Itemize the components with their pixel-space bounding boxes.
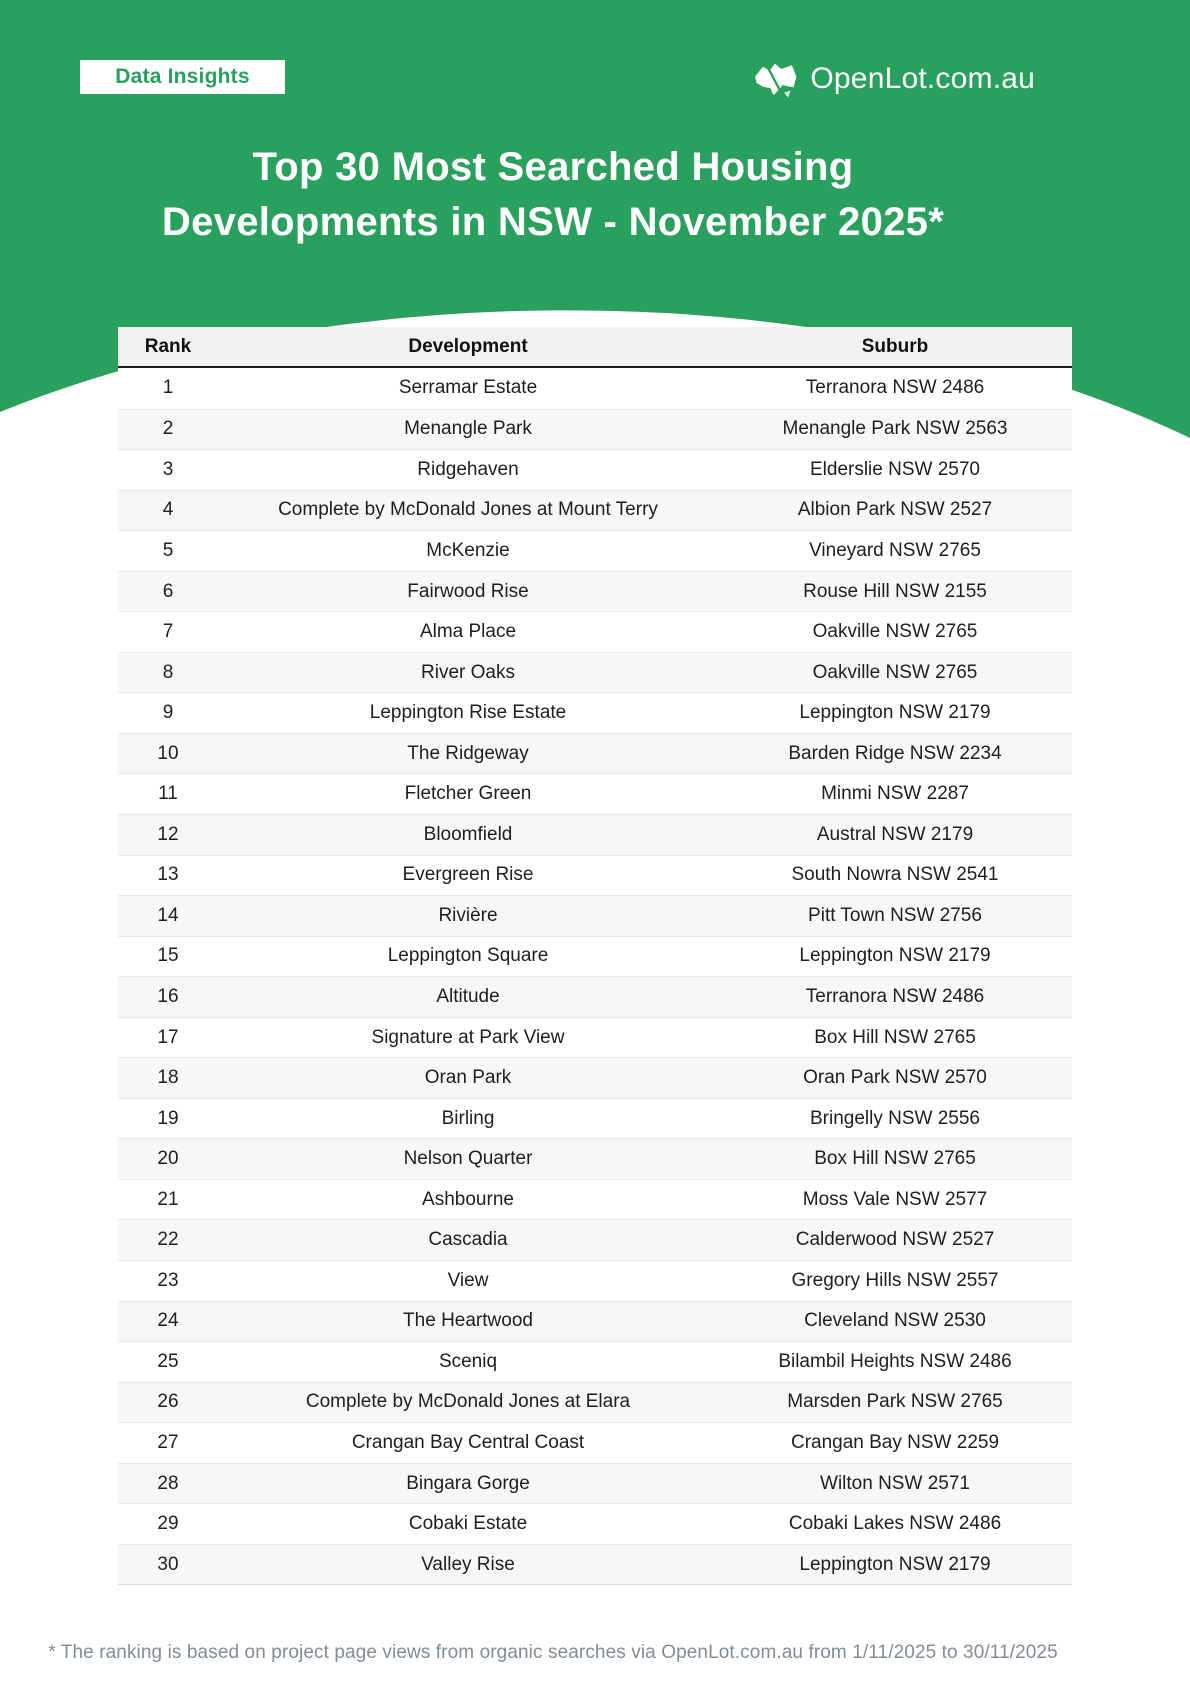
column-header-rank: Rank [144, 335, 192, 357]
suburb-cell: Albion Park NSW 2527 [797, 499, 993, 521]
table-row [118, 1260, 1072, 1301]
development-cell: Ashbourne [422, 1188, 514, 1210]
development-cell: The Ridgeway [407, 742, 529, 764]
suburb-cell: Bilambil Heights NSW 2486 [778, 1350, 1012, 1372]
suburb-cell: South Nowra NSW 2541 [791, 864, 999, 886]
development-cell: Valley Rise [421, 1553, 515, 1575]
table-header-row [118, 327, 1072, 368]
title-line-1: Top 30 Most Searched Housing [252, 145, 854, 189]
development-cell: Crangan Bay Central Coast [351, 1431, 585, 1453]
rank-cell: 10 [157, 742, 179, 764]
rank-cell: 8 [162, 661, 174, 683]
table-row [118, 1341, 1072, 1382]
development-cell: River Oaks [421, 661, 515, 683]
suburb-cell: Crangan Bay NSW 2259 [790, 1431, 1000, 1453]
development-cell: Menangle Park [404, 418, 532, 440]
development-cell: View [447, 1269, 489, 1291]
table-row [118, 1463, 1072, 1504]
development-cell: Serramar Estate [398, 377, 538, 399]
suburb-cell: Oran Park NSW 2570 [803, 1067, 987, 1089]
rank-cell: 20 [157, 1148, 179, 1170]
logo-text: OpenLot.com.au [810, 62, 1035, 95]
rank-cell: 18 [157, 1067, 179, 1089]
table-row [118, 652, 1072, 693]
table-row [118, 571, 1072, 612]
rank-cell: 13 [157, 864, 179, 886]
title-line-2: Developments in NSW - November 2025* [161, 200, 945, 244]
suburb-cell: Vineyard NSW 2765 [809, 539, 981, 561]
development-cell: Nelson Quarter [403, 1148, 533, 1170]
footnote: * The ranking is based on project page views from organic searches via OpenLot.com.au from 1/11/2025 to 30/11/2025 [48, 1642, 1058, 1663]
development-cell: Sceniq [438, 1350, 498, 1372]
suburb-cell: Menangle Park NSW 2563 [782, 418, 1008, 440]
development-cell: Cascadia [428, 1229, 508, 1251]
rank-cell: 9 [162, 702, 174, 724]
rank-cell: 14 [157, 904, 179, 926]
development-cell: Bingara Gorge [406, 1472, 530, 1494]
suburb-cell: Terranora NSW 2486 [805, 985, 985, 1007]
table-row [118, 1301, 1072, 1342]
development-cell: Leppington Square [387, 945, 549, 967]
table-row [118, 1057, 1072, 1098]
development-cell: Evergreen Rise [402, 864, 534, 886]
table-row [118, 368, 1072, 409]
development-cell: Birling [441, 1107, 495, 1129]
rank-cell: 16 [157, 985, 179, 1007]
development-cell: McKenzie [426, 539, 510, 561]
ranking-table [118, 327, 1072, 1585]
rank-cell: 26 [157, 1391, 179, 1413]
openlot-logo[interactable] [752, 56, 1035, 102]
table-row [118, 692, 1072, 733]
development-cell: Complete by McDonald Jones at Mount Terry [278, 499, 658, 521]
column-header-suburb: Suburb [861, 335, 929, 357]
suburb-cell: Oakville NSW 2765 [812, 621, 978, 643]
development-cell: Alma Place [419, 621, 517, 643]
suburb-cell: Austral NSW 2179 [816, 823, 974, 845]
rank-cell: 24 [157, 1310, 179, 1332]
table-body [118, 368, 1072, 1585]
suburb-cell: Minmi NSW 2287 [821, 783, 969, 805]
badge-label: Data Insights [115, 65, 250, 88]
table-row [118, 1219, 1072, 1260]
column-header-development: Development [408, 335, 528, 357]
rank-cell: 12 [157, 823, 179, 845]
table-row [118, 449, 1072, 490]
table-row [118, 895, 1072, 936]
table-row [118, 409, 1072, 450]
suburb-cell: Box Hill NSW 2765 [814, 1148, 976, 1170]
table-row [118, 936, 1072, 977]
rank-cell: 27 [157, 1431, 179, 1453]
table-row [118, 1422, 1072, 1463]
development-cell: Fletcher Green [404, 783, 532, 805]
rank-cell: 3 [162, 458, 174, 480]
development-cell: Ridgehaven [417, 458, 519, 480]
development-cell: Altitude [436, 985, 500, 1007]
table-row [118, 1503, 1072, 1544]
rank-cell: 28 [157, 1472, 179, 1494]
rank-cell: 11 [158, 783, 178, 805]
table-row [118, 814, 1072, 855]
suburb-cell: Cobaki Lakes NSW 2486 [788, 1513, 1002, 1535]
australia-map-icon [752, 58, 798, 100]
table-row [118, 1098, 1072, 1139]
rank-cell: 15 [157, 945, 179, 967]
suburb-cell: Wilton NSW 2571 [820, 1472, 970, 1494]
development-cell: Complete by McDonald Jones at Elara [305, 1391, 631, 1413]
suburb-cell: Pitt Town NSW 2756 [808, 904, 982, 926]
suburb-cell: Elderslie NSW 2570 [809, 458, 981, 480]
development-cell: Signature at Park View [371, 1026, 565, 1048]
table-row [118, 976, 1072, 1017]
rank-cell: 19 [157, 1107, 179, 1129]
rank-cell: 17 [157, 1026, 179, 1048]
table-row [118, 733, 1072, 774]
rank-cell: 30 [157, 1553, 179, 1575]
suburb-cell: Leppington NSW 2179 [799, 702, 991, 724]
table-row [118, 773, 1072, 814]
development-cell: Leppington Rise Estate [369, 702, 567, 724]
table-row [118, 1544, 1072, 1585]
rank-cell: 22 [157, 1229, 179, 1251]
development-cell: Fairwood Rise [407, 580, 529, 602]
rank-cell: 7 [162, 621, 174, 643]
table-row [118, 611, 1072, 652]
suburb-cell: Moss Vale NSW 2577 [802, 1188, 988, 1210]
development-cell: Bloomfield [423, 823, 513, 845]
suburb-cell: Rouse Hill NSW 2155 [803, 580, 987, 602]
table-row [118, 530, 1072, 571]
data-insights-badge [80, 60, 285, 94]
page-title [0, 140, 1106, 250]
table-row [118, 1138, 1072, 1179]
suburb-cell: Leppington NSW 2179 [799, 945, 991, 967]
suburb-cell: Calderwood NSW 2527 [795, 1229, 995, 1251]
development-cell: Oran Park [424, 1067, 512, 1089]
table-row [118, 1382, 1072, 1423]
suburb-cell: Barden Ridge NSW 2234 [788, 742, 1002, 764]
suburb-cell: Cleveland NSW 2530 [804, 1310, 986, 1332]
rank-cell: 4 [162, 499, 174, 521]
table-row [118, 855, 1072, 896]
rank-cell: 29 [157, 1513, 179, 1535]
development-cell: The Heartwood [403, 1310, 533, 1332]
rank-cell: 23 [157, 1269, 179, 1291]
suburb-cell: Bringelly NSW 2556 [809, 1107, 981, 1129]
table-row [118, 490, 1072, 531]
table-row [118, 1179, 1072, 1220]
rank-cell: 21 [157, 1188, 179, 1210]
suburb-cell: Oakville NSW 2765 [812, 661, 978, 683]
rank-cell: 1 [162, 377, 174, 399]
development-cell: Rivière [438, 904, 498, 926]
suburb-cell: Marsden Park NSW 2765 [787, 1391, 1003, 1413]
suburb-cell: Terranora NSW 2486 [805, 377, 985, 399]
suburb-cell: Gregory Hills NSW 2557 [791, 1269, 999, 1291]
table-row [118, 1017, 1072, 1058]
suburb-cell: Leppington NSW 2179 [799, 1553, 991, 1575]
rank-cell: 6 [162, 580, 174, 602]
rank-cell: 5 [162, 539, 174, 561]
rank-cell: 25 [157, 1350, 179, 1372]
suburb-cell: Box Hill NSW 2765 [814, 1026, 976, 1048]
rank-cell: 2 [162, 418, 174, 440]
development-cell: Cobaki Estate [408, 1513, 528, 1535]
